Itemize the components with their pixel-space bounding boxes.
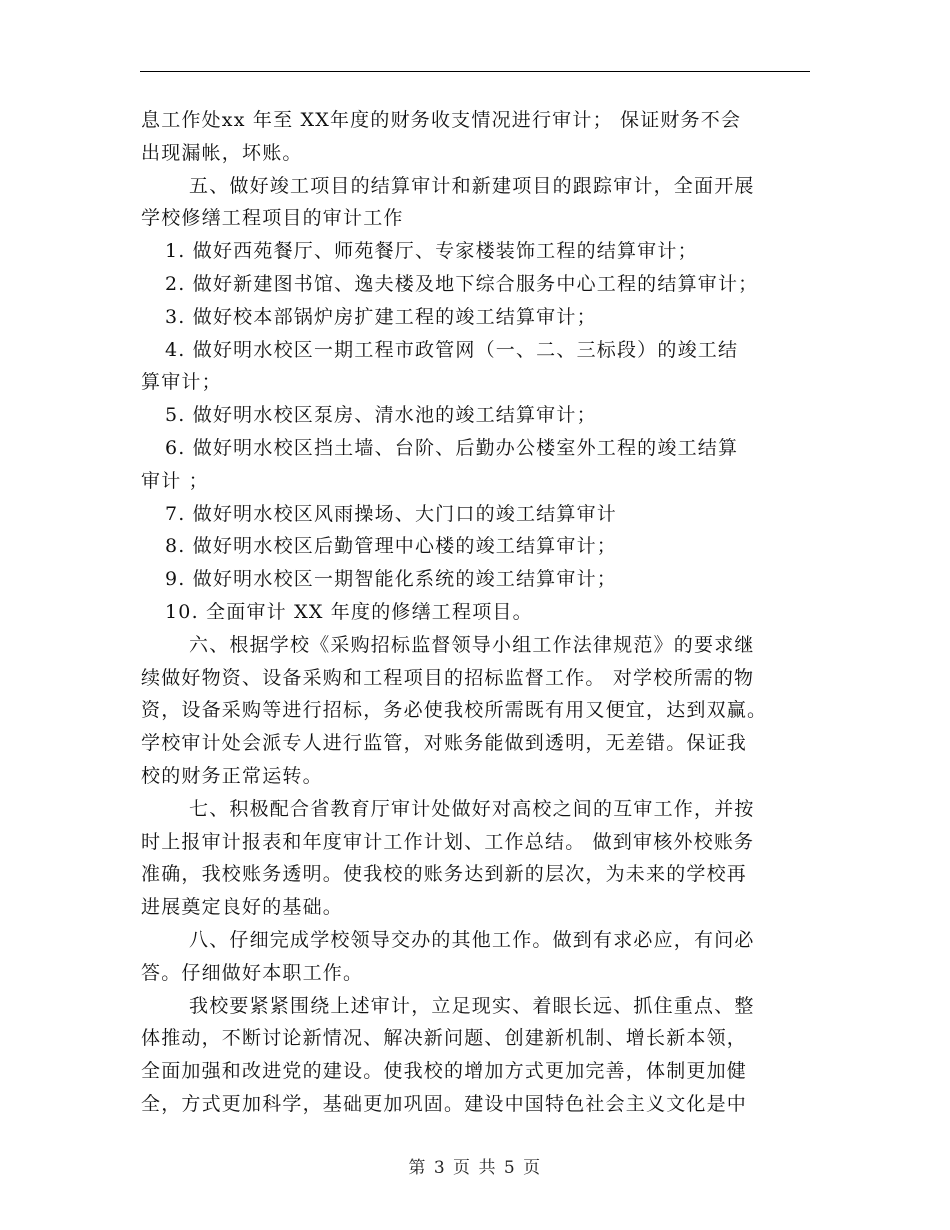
section-heading: 七、积极配合省教育厅审计处做好对高校之间的互审工作，并按 bbox=[189, 797, 755, 820]
text-line: 出现漏帐，坏账。 bbox=[141, 141, 303, 164]
text-line: 进展奠定良好的基础。 bbox=[141, 896, 344, 919]
list-item: 10. 全面审计 XX 年度的修缮工程项目。 bbox=[165, 600, 533, 623]
text-line: 资，设备采购等进行招标，务必使我校所需既有用又便宜，达到双赢。 bbox=[141, 699, 768, 722]
list-item: 2. 做好新建图书馆、逸夫楼及地下综合服务中心工程的结算审计； bbox=[165, 272, 759, 295]
list-item: 9. 做好明水校区一期智能化系统的竣工结算审计； bbox=[165, 568, 617, 591]
text-line: 算审计； bbox=[141, 371, 222, 394]
text-line: 校的财务正常运转。 bbox=[141, 764, 323, 787]
page-number-footer: 第 3 页 共 5 页 bbox=[408, 1158, 542, 1178]
paragraph-start: 我校要紧紧围绕上述审计，立足现实、着眼长远、抓住重点、整 bbox=[189, 994, 755, 1017]
text-line: 答。仔细做好本职工作。 bbox=[141, 961, 364, 984]
list-item: 8. 做好明水校区后勤管理中心楼的竣工结算审计； bbox=[165, 535, 617, 558]
text-line: 学校修缮工程项目的审计工作 bbox=[141, 207, 404, 230]
list-item: 4. 做好明水校区一期工程市政管网（一、二、三标段）的竣工结 bbox=[165, 338, 739, 361]
text-line: 准确，我校账务透明。使我校的账务达到新的层次，为未来的学校再 bbox=[141, 863, 748, 886]
document-body bbox=[141, 104, 821, 1121]
text-line: 审计 ； bbox=[141, 469, 209, 492]
list-item: 6. 做好明水校区挡土墙、台阶、后勤办公楼室外工程的竣工结算 bbox=[165, 436, 739, 459]
list-item: 3. 做好校本部锅炉房扩建工程的竣工结算审计； bbox=[165, 305, 597, 328]
text-line: 续做好物资、设备采购和工程项目的招标监督工作。 对学校所需的物 bbox=[141, 666, 755, 689]
text-line: 学校审计处会派专人进行监管，对账务能做到透明，无差错。保证我 bbox=[141, 732, 748, 755]
section-heading: 五、做好竣工项目的结算审计和新建项目的跟踪审计，全面开展 bbox=[189, 174, 755, 197]
list-item: 1. 做好西苑餐厅、师苑餐厅、专家楼装饰工程的结算审计； bbox=[165, 240, 698, 263]
text-line: 时上报审计报表和年度审计工作计划、工作总结。 做到审核外校账务 bbox=[141, 830, 755, 853]
list-item: 5. 做好明水校区泵房、清水池的竣工结算审计； bbox=[165, 404, 597, 427]
header-rule bbox=[140, 71, 810, 72]
section-heading: 六、根据学校《采购招标监督领导小组工作法律规范》的要求继 bbox=[189, 633, 755, 656]
list-item: 7. 做好明水校区风雨操场、大门口的竣工结算审计 bbox=[165, 502, 617, 525]
text-line: 息工作处xx 年至 XX年度的财务收支情况进行审计； 保证财务不会 bbox=[141, 109, 742, 131]
text-line: 体推动，不断讨论新情况、解决新问题、创建新机制、增长新本领， bbox=[141, 1027, 748, 1050]
text-line: 全，方式更加科学，基础更加巩固。建设中国特色社会主义文化是中 bbox=[141, 1092, 748, 1115]
text-line: 全面加强和改进党的建设。使我校的增加方式更加完善，体制更加健 bbox=[141, 1060, 748, 1083]
section-heading: 八、仔细完成学校领导交办的其他工作。做到有求必应，有问必 bbox=[189, 928, 755, 951]
